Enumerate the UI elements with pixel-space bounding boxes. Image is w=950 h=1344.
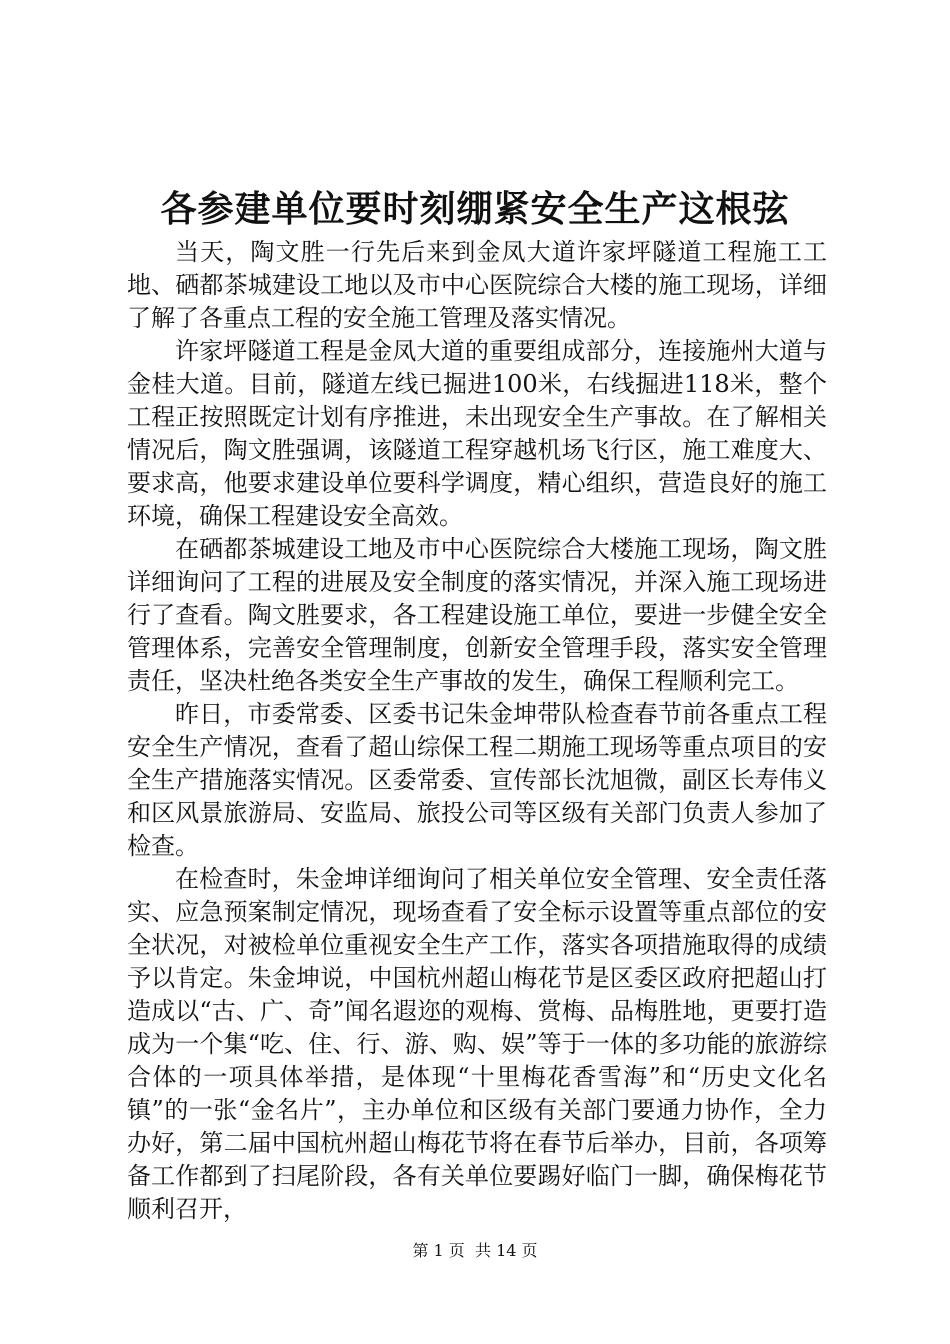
paragraph: 许家坪隧道工程是金凤大道的重要组成部分，连接施州大道与金桂大道。目前，隧道左线已掘进100米，右线掘进118米，整个工程正按照既定计划有序推进，未出现安全生产事故。在了解相关情况后，陶文胜强调，该隧道工程穿越机场飞行区，施工难度大、要求高，他要求建设单位要科学调度，精心组织，营造良好的施工环境，确保工程建设安全高效。 xyxy=(127,337,827,530)
paragraph: 当天，陶文胜一行先后来到金凤大道许家坪隧道工程施工工地、硒都茶城建设工地以及市中心医院综合大楼的施工现场，详细了解了各重点工程的安全施工管理及落实情况。 xyxy=(127,238,827,332)
paragraph: 昨日，市委常委、区委书记朱金坤带队检查春节前各重点工程安全生产情况，查看了超山综保工程二期施工现场等重点项目的安全生产措施落实情况。区委常委、宣传部长沈旭微，副区长寿伟义和区风景旅游局、安监局、旅投公司等区级有关部门负责人参加了检查。 xyxy=(127,700,827,860)
page-total: 共 14 页 xyxy=(474,1241,538,1260)
paragraph: 在硒都茶城建设工地及市中心医院综合大楼施工现场，陶文胜详细询问了工程的进展及安全制度的落实情况，并深入施工现场进行了查看。陶文胜要求，各工程建设施工单位，要进一步健全安全管理体系，完善安全管理制度，创新安全管理手段，落实安全管理责任，坚决杜绝各类安全生产事故的发生，确保工程顺利完工。 xyxy=(127,535,827,695)
page-footer xyxy=(0,1240,950,1262)
paragraph: 在检查时，朱金坤详细询问了相关单位安全管理、安全责任落实、应急预案制定情况，现场查看了安全标示设置等重点部位的安全状况，对被检单位重视安全生产工作，落实各项措施取得的成绩予以肯定。朱金坤说，中国杭州超山梅花节是区委区政府把超山打造成以“古、广、奇”闻名遐迩的观梅、赏梅、品梅胜地，更要打造成为一个集“吃、住、行、游、购、娱”等于一体的多功能的旅游综合体的一项具体举措，是体现“十里梅花香雪海”和“历史文化名镇”的一张“金名片”，主办单位和区级有关部门要通力协作，全力办好，第二届中国杭州超山梅花节将在春节后举办，目前，各项筹备工作都到了扫尾阶段，各有关单位要踢好临门一脚，确保梅花节顺利召开， xyxy=(127,865,827,1223)
document-body xyxy=(127,236,827,1226)
page-number: 第 1 页 xyxy=(412,1241,465,1260)
document-title: 各参建单位要时刻绷紧安全生产这根弦 xyxy=(160,188,790,230)
